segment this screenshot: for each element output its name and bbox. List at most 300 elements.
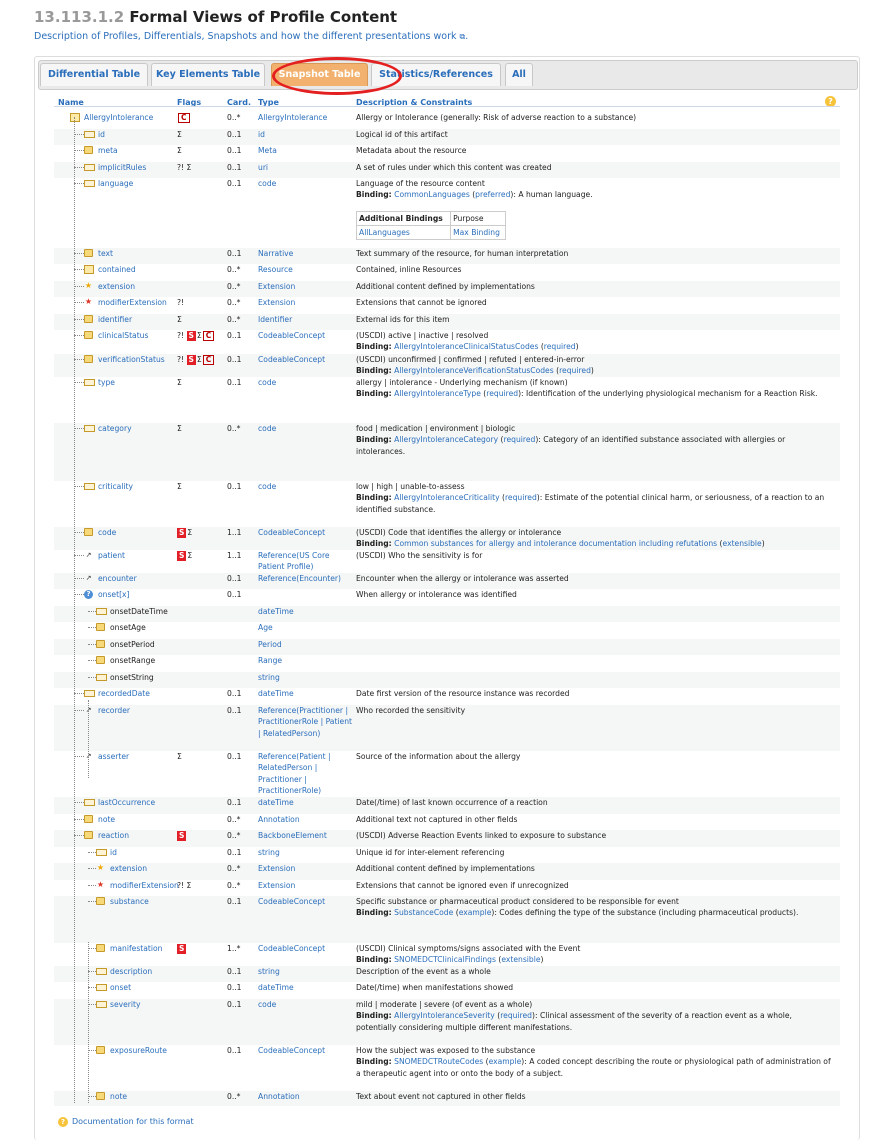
table-row bbox=[54, 705, 840, 751]
flags-text: Σ bbox=[177, 315, 182, 324]
type-link[interactable]: Reference(Encounter) bbox=[258, 574, 341, 583]
primitive-icon bbox=[96, 968, 107, 975]
type-link[interactable]: Reference(Practitioner | PractitionerRole | Patient | RelatedPerson) bbox=[258, 706, 353, 738]
tree-line bbox=[88, 942, 89, 1103]
reference-icon: ↗ bbox=[85, 706, 92, 714]
binding-line: Binding: AllergyIntoleranceCriticality (required): Estimate of the potential clinical harm, or seriousness, of a reaction to an identified substance. bbox=[356, 493, 825, 514]
tree-connector bbox=[74, 802, 84, 803]
constraint-badge: C bbox=[203, 331, 215, 341]
table-row bbox=[54, 281, 840, 297]
cardinality: 0..1 bbox=[227, 983, 242, 992]
tree-connector bbox=[74, 253, 84, 254]
binding-strength-link[interactable]: extensible bbox=[722, 539, 762, 549]
element-name[interactable]: clinicalStatus bbox=[98, 331, 149, 340]
tree-connector bbox=[74, 286, 84, 287]
tab-all[interactable]: All bbox=[505, 63, 533, 86]
type-link[interactable]: dateTime bbox=[258, 983, 294, 992]
element-name[interactable]: asserter bbox=[98, 752, 130, 761]
element-name[interactable]: meta bbox=[98, 146, 118, 155]
binding-line: Binding: Common substances for allergy and intolerance documentation including refutations (extensible) bbox=[356, 539, 765, 549]
cardinality: 0..* bbox=[227, 265, 241, 274]
datatype-icon bbox=[84, 146, 93, 154]
tab-key-elements-table[interactable]: Key Elements Table bbox=[151, 63, 265, 86]
datatype-icon bbox=[96, 656, 105, 664]
element-name[interactable]: criticality bbox=[98, 482, 134, 491]
documentation-link[interactable]: Documentation for this format bbox=[72, 1117, 194, 1126]
flags-cell bbox=[177, 314, 182, 325]
description-cell bbox=[356, 550, 834, 561]
valueset-link[interactable]: Common substances for allergy and intolerance documentation including refutations bbox=[394, 539, 718, 549]
flags-text: Σ bbox=[177, 482, 182, 491]
description-cell bbox=[356, 589, 834, 600]
type-link[interactable]: Extension bbox=[258, 282, 296, 291]
primitive-icon bbox=[96, 1001, 107, 1008]
datatype-icon bbox=[84, 528, 93, 536]
flags-cell bbox=[177, 481, 182, 492]
element-name[interactable]: severity bbox=[110, 1000, 141, 1009]
table-row bbox=[54, 982, 840, 999]
element-name[interactable]: contained bbox=[98, 265, 136, 274]
binding-text: ): Codes defining the type of the substance (including pharmaceutical products). bbox=[491, 908, 799, 918]
cardinality: 0..1 bbox=[227, 146, 242, 155]
valueset-link[interactable]: AllergyIntoleranceCriticality bbox=[394, 493, 500, 503]
binding-strength-link[interactable]: example bbox=[458, 908, 492, 918]
description-text: Additional content defined by implementations bbox=[356, 864, 535, 873]
description-cell bbox=[356, 129, 834, 140]
type-link[interactable]: BackboneElement bbox=[258, 831, 327, 840]
tree-line bbox=[88, 700, 89, 778]
binding-strength-link[interactable]: required bbox=[504, 493, 537, 503]
description-text: Language of the resource content bbox=[356, 179, 485, 188]
element-name[interactable]: modifierExtension bbox=[110, 881, 179, 890]
tree-connector bbox=[88, 660, 96, 661]
description-text: Date(/time) when manifestations showed bbox=[356, 983, 514, 992]
type-link[interactable]: Reference(Patient | RelatedPerson | Practitioner | PractitionerRole) bbox=[258, 752, 331, 795]
description-text: Metadata about the resource bbox=[356, 146, 467, 155]
section-number: 13.113.1.2 bbox=[34, 8, 125, 26]
description-text: Specific substance or pharmaceutical product considered to be responsible for event bbox=[356, 897, 679, 906]
valueset-link[interactable]: CommonLanguages bbox=[394, 190, 470, 200]
tree-connector bbox=[74, 756, 84, 757]
flags-cell bbox=[177, 943, 187, 954]
type-link[interactable]: Annotation bbox=[258, 815, 300, 824]
cardinality: 0..1 bbox=[227, 378, 242, 387]
element-name[interactable]: text bbox=[98, 249, 113, 258]
binding-text: ): Category of an identified substance associated with allergies or intolerances. bbox=[356, 435, 786, 456]
datatype-icon bbox=[84, 815, 93, 823]
primitive-icon bbox=[84, 690, 95, 697]
type-link[interactable]: AllergyIntolerance bbox=[258, 113, 328, 122]
description-cell bbox=[356, 847, 834, 858]
type-link[interactable]: Reference(US Core Patient Profile) bbox=[258, 551, 330, 572]
element-name[interactable]: onset bbox=[110, 983, 132, 992]
table-row bbox=[54, 377, 840, 423]
description-cell bbox=[356, 880, 834, 891]
description-text: A set of rules under which this content was created bbox=[356, 163, 552, 172]
tree-connector bbox=[74, 269, 84, 270]
element-name[interactable]: extension bbox=[110, 864, 148, 873]
flags-cell bbox=[177, 354, 214, 365]
description-text: allergy | intolerance - Underlying mechanism (if known) bbox=[356, 378, 568, 387]
datatype-icon bbox=[96, 640, 105, 648]
tree-connector bbox=[88, 1004, 96, 1005]
cardinality: 0..* bbox=[227, 831, 241, 840]
type-link[interactable]: Range bbox=[258, 656, 283, 665]
element-name[interactable]: encounter bbox=[98, 574, 137, 583]
tree-connector bbox=[88, 1096, 96, 1097]
binding-label: Binding: bbox=[356, 493, 392, 503]
cardinality: 0..* bbox=[227, 315, 241, 324]
element-name[interactable]: identifier bbox=[98, 315, 133, 324]
page-heading bbox=[34, 8, 397, 26]
cardinality: 0..1 bbox=[227, 355, 242, 364]
tree-connector bbox=[88, 677, 96, 678]
description-cell bbox=[356, 966, 834, 977]
table-row bbox=[54, 264, 840, 281]
tree-connector bbox=[74, 382, 84, 383]
type-link[interactable]: uri bbox=[258, 163, 269, 172]
table-row bbox=[54, 622, 840, 639]
flags-cell bbox=[177, 880, 191, 891]
must-support-badge: S bbox=[179, 831, 185, 840]
cardinality: 0..1 bbox=[227, 482, 242, 491]
element-name[interactable]: recordedDate bbox=[98, 689, 150, 698]
max-binding-link[interactable]: Max Binding bbox=[451, 226, 506, 240]
type-link[interactable]: code bbox=[258, 179, 277, 188]
flags-cell bbox=[177, 423, 182, 434]
type-link[interactable]: Identifier bbox=[258, 315, 293, 324]
tree-connector bbox=[74, 486, 84, 487]
tree-connector bbox=[88, 644, 96, 645]
constraint-badge: C bbox=[203, 355, 215, 365]
tree-connector bbox=[88, 1050, 96, 1051]
binding-label: Binding: bbox=[356, 190, 392, 200]
table-row bbox=[54, 354, 840, 377]
type-link[interactable]: dateTime bbox=[258, 798, 294, 807]
binding-strength-link[interactable]: required bbox=[559, 366, 591, 376]
element-name[interactable]: reaction bbox=[98, 831, 130, 840]
type-link[interactable]: CodeableConcept bbox=[258, 897, 326, 906]
type-link[interactable]: string bbox=[258, 848, 280, 857]
type-link[interactable]: id bbox=[258, 130, 265, 139]
type-link[interactable]: Meta bbox=[258, 146, 277, 155]
description-cell bbox=[356, 896, 834, 919]
table-row bbox=[54, 797, 840, 814]
tree-connector bbox=[74, 693, 84, 694]
choice-icon: ? bbox=[84, 590, 93, 599]
type-link[interactable]: dateTime bbox=[258, 689, 294, 698]
cardinality: 0..1 bbox=[227, 752, 242, 761]
cardinality: 0..1 bbox=[227, 848, 242, 857]
binding-text: ): A human language. bbox=[510, 190, 593, 200]
element-name[interactable]: description bbox=[110, 967, 153, 976]
table-row bbox=[54, 314, 840, 330]
description-cell bbox=[356, 1091, 834, 1102]
description-text: External ids for this item bbox=[356, 315, 450, 324]
description-text: Description of the event as a whole bbox=[356, 967, 491, 976]
binding-label: Binding: bbox=[356, 366, 392, 376]
description-cell bbox=[356, 1045, 834, 1079]
flags-text: ?! Σ bbox=[177, 163, 192, 172]
binding-label: Binding: bbox=[356, 435, 392, 445]
tree-connector bbox=[74, 335, 84, 336]
tree-connector bbox=[74, 532, 84, 533]
table-row bbox=[54, 999, 840, 1045]
valueset-link[interactable]: AllergyIntoleranceCategory bbox=[394, 435, 499, 445]
element-name[interactable]: type bbox=[98, 378, 115, 387]
description-text: Text about event not captured in other fields bbox=[356, 1092, 526, 1101]
type-link[interactable]: Annotation bbox=[258, 1092, 300, 1101]
description-cell bbox=[356, 297, 834, 308]
type-link[interactable]: code bbox=[258, 424, 277, 433]
valueset-link[interactable]: AllergyIntoleranceSeverity bbox=[394, 1011, 495, 1021]
type-link[interactable]: Age bbox=[258, 623, 273, 632]
type-link[interactable]: Extension bbox=[258, 864, 296, 873]
summary-flag: Σ bbox=[187, 551, 193, 560]
element-name[interactable]: manifestation bbox=[110, 944, 163, 953]
binding-label: Binding: bbox=[356, 389, 392, 399]
purpose-header: Purpose bbox=[451, 212, 506, 226]
valueset-link[interactable]: AllergyIntoleranceClinicalStatusCodes bbox=[394, 342, 539, 352]
description-text: Source of the information about the allergy bbox=[356, 752, 521, 761]
description-cell bbox=[356, 178, 834, 201]
element-name[interactable]: exposureRoute bbox=[110, 1046, 167, 1055]
element-name[interactable]: language bbox=[98, 179, 134, 188]
binding-strength-link[interactable]: required bbox=[543, 342, 576, 352]
type-link[interactable]: code bbox=[258, 1000, 277, 1009]
binding-text: ) bbox=[761, 539, 765, 549]
binding-strength-link[interactable]: extensible bbox=[501, 955, 541, 965]
element-name[interactable]: modifierExtension bbox=[98, 298, 167, 307]
element-name[interactable]: id bbox=[110, 848, 117, 857]
must-support-badge: S bbox=[188, 331, 194, 340]
description-text: Who recorded the sensitivity bbox=[356, 706, 466, 715]
all-languages-link[interactable]: AllLanguages bbox=[357, 226, 451, 240]
binding-strength-link[interactable]: required bbox=[500, 1011, 533, 1021]
type-link[interactable]: string bbox=[258, 967, 280, 976]
type-link[interactable]: string bbox=[258, 673, 280, 682]
flags-text: Σ bbox=[177, 130, 182, 139]
description-text: Extensions that cannot be ignored even if unrecognized bbox=[356, 881, 569, 890]
summary-flag: Σ bbox=[187, 528, 193, 537]
tree-connector bbox=[88, 885, 96, 886]
element-name[interactable]: AllergyIntolerance bbox=[84, 113, 154, 122]
binding-text: ) bbox=[575, 342, 579, 352]
reference-icon: ↗ bbox=[85, 752, 92, 760]
flags-cell bbox=[177, 330, 214, 341]
tree-connector bbox=[88, 901, 96, 902]
tree-connector bbox=[88, 987, 96, 988]
element-name[interactable]: code bbox=[98, 528, 117, 537]
page-title: Formal Views of Profile Content bbox=[129, 8, 398, 26]
type-link[interactable]: Period bbox=[258, 640, 282, 649]
description-text: Text summary of the resource, for human interpretation bbox=[356, 249, 569, 258]
binding-strength-link[interactable]: required bbox=[486, 389, 519, 399]
table-row bbox=[54, 112, 840, 129]
element-name: onsetAge bbox=[110, 623, 146, 632]
description-cell bbox=[356, 705, 834, 716]
binding-strength-link[interactable]: required bbox=[503, 435, 536, 445]
table-row bbox=[54, 896, 840, 943]
description-cell bbox=[356, 573, 834, 584]
valueset-link[interactable]: SNOMEDCTClinicalFindings bbox=[394, 955, 496, 965]
binding-label: Binding: bbox=[356, 342, 392, 352]
datatype-icon bbox=[96, 623, 105, 631]
cardinality: 0..1 bbox=[227, 689, 242, 698]
table-row bbox=[54, 297, 840, 314]
binding-line: Binding: AllergyIntoleranceClinicalStatusCodes (required) bbox=[356, 342, 579, 352]
flags-cell bbox=[177, 830, 187, 841]
table-row bbox=[54, 527, 840, 550]
tab-snapshot-table[interactable]: Snapshot Table bbox=[271, 63, 368, 86]
summary-flag: Σ bbox=[196, 331, 202, 340]
flags-text: Σ bbox=[177, 752, 182, 761]
element-name[interactable]: patient bbox=[98, 551, 126, 560]
description-text: Contained, inline Resources bbox=[356, 265, 462, 274]
primitive-icon bbox=[84, 180, 95, 187]
description-cell bbox=[356, 943, 834, 966]
description-text: Additional text not captured in other fields bbox=[356, 815, 518, 824]
binding-text: ) bbox=[540, 955, 544, 965]
type-link[interactable]: Extension bbox=[258, 881, 296, 890]
header-divider bbox=[54, 106, 840, 107]
description-cell bbox=[356, 314, 834, 325]
help-icon[interactable]: ? bbox=[825, 96, 836, 107]
binding-label: Binding: bbox=[356, 1057, 392, 1067]
cardinality: 0..1 bbox=[227, 798, 242, 807]
description-text: (USCDI) Adverse Reaction Events linked to exposure to substance bbox=[356, 831, 607, 840]
valueset-link[interactable]: AllergyIntoleranceType bbox=[394, 389, 481, 399]
type-link[interactable]: Extension bbox=[258, 298, 296, 307]
description-text: (USCDI) unconfirmed | confirmed | refuted | entered-in-error bbox=[356, 355, 585, 364]
valueset-link[interactable]: AllergyIntoleranceVerificationStatusCodes bbox=[394, 366, 554, 376]
external-link-icon: ⧉ bbox=[459, 32, 466, 41]
element-name[interactable]: id bbox=[98, 130, 105, 139]
valueset-link[interactable]: SubstanceCode bbox=[394, 908, 454, 918]
element-name[interactable]: extension bbox=[98, 282, 136, 291]
description-text: (USCDI) Who the sensitivity is for bbox=[356, 551, 483, 560]
element-name[interactable]: category bbox=[98, 424, 132, 433]
binding-line: Binding: CommonLanguages (preferred): A human language. bbox=[356, 190, 593, 200]
cardinality: 1..* bbox=[227, 944, 241, 953]
primitive-icon bbox=[84, 164, 95, 171]
binding-text: ): Identification of the underlying physiological mechanism for a Reaction Risk. bbox=[518, 389, 818, 399]
cardinality: 0..1 bbox=[227, 706, 242, 715]
flags-cell bbox=[177, 145, 182, 156]
description-cell bbox=[356, 830, 834, 841]
flags-cell bbox=[177, 550, 192, 561]
table-row bbox=[54, 606, 840, 622]
binding-strength-link[interactable]: example bbox=[488, 1057, 522, 1067]
table-row bbox=[54, 639, 840, 655]
description-text: Unique id for inter-element referencing bbox=[356, 848, 505, 857]
extension-icon: ★ bbox=[96, 863, 105, 872]
tree-connector bbox=[74, 819, 84, 820]
cardinality: 0..* bbox=[227, 1092, 241, 1101]
description-text: (USCDI) Code that identifies the allergy or intolerance bbox=[356, 528, 562, 537]
description-text: Allergy or Intolerance (generally: Risk of adverse reaction to a substance) bbox=[356, 113, 637, 122]
reference-icon: ↗ bbox=[85, 551, 92, 559]
table-row bbox=[54, 751, 840, 797]
must-support-badge: S bbox=[179, 551, 185, 560]
flags-cell bbox=[177, 162, 191, 173]
binding-label: Binding: bbox=[356, 1011, 392, 1021]
tree-connector bbox=[74, 594, 84, 595]
description-text: (USCDI) Clinical symptoms/signs associated with the Event bbox=[356, 944, 581, 953]
description-text: When allergy or intolerance was identified bbox=[356, 590, 517, 599]
flags-cell bbox=[177, 112, 190, 123]
binding-strength-link[interactable]: preferred bbox=[475, 190, 511, 200]
tree-connector bbox=[74, 319, 84, 320]
column-header-card: Card. bbox=[227, 98, 251, 107]
type-link[interactable]: Resource bbox=[258, 265, 293, 274]
type-link[interactable]: CodeableConcept bbox=[258, 331, 326, 340]
table-row bbox=[54, 145, 840, 162]
description-text: Extensions that cannot be ignored bbox=[356, 298, 487, 307]
must-support-badge: S bbox=[188, 355, 194, 364]
element-name[interactable]: implicitRules bbox=[98, 163, 147, 172]
table-row bbox=[54, 847, 840, 863]
table-row bbox=[54, 966, 840, 982]
flags-cell bbox=[177, 751, 182, 762]
column-header-name: Name bbox=[58, 98, 84, 107]
datatype-icon bbox=[96, 897, 105, 905]
binding-text: ): A coded concept describing the route or physiological path of administration of a therapeutic agent into or onto the body of a subject. bbox=[356, 1057, 831, 1078]
type-link[interactable]: CodeableConcept bbox=[258, 944, 326, 953]
reference-icon: ↗ bbox=[85, 574, 92, 582]
tab-statistics-references[interactable]: Statistics/References bbox=[371, 63, 501, 86]
type-link[interactable]: CodeableConcept bbox=[258, 355, 326, 364]
description-link[interactable]: Description of Profiles, Differentials, Snapshots and how the different presentations work ⧉. bbox=[34, 31, 469, 42]
flags-cell bbox=[177, 297, 184, 308]
element-name[interactable]: note bbox=[98, 815, 116, 824]
tree-connector bbox=[74, 555, 84, 556]
element-name[interactable]: verificationStatus bbox=[98, 355, 165, 364]
element-name[interactable]: substance bbox=[110, 897, 149, 906]
table-row bbox=[54, 573, 840, 589]
description-cell bbox=[356, 999, 834, 1033]
type-link[interactable]: code bbox=[258, 482, 277, 491]
element-name[interactable]: note bbox=[110, 1092, 128, 1101]
type-link[interactable]: CodeableConcept bbox=[258, 1046, 326, 1055]
description-text: Additional content defined by implementations bbox=[356, 282, 535, 291]
type-link[interactable]: Narrative bbox=[258, 249, 294, 258]
element-name[interactable]: recorder bbox=[98, 706, 131, 715]
valueset-link[interactable]: SNOMEDCTRouteCodes bbox=[394, 1057, 484, 1067]
element-name[interactable]: lastOccurrence bbox=[98, 798, 156, 807]
primitive-icon bbox=[84, 131, 95, 138]
type-link[interactable]: code bbox=[258, 378, 277, 387]
table-row bbox=[54, 880, 840, 896]
description-text: Logical id of this artifact bbox=[356, 130, 448, 139]
table-row bbox=[54, 129, 840, 145]
description-cell bbox=[356, 751, 834, 762]
type-link[interactable]: dateTime bbox=[258, 607, 294, 616]
table-row bbox=[54, 1091, 840, 1106]
tab-differential-table[interactable]: Differential Table bbox=[40, 63, 148, 86]
tree-connector bbox=[74, 578, 84, 579]
flags-cell bbox=[177, 527, 192, 538]
footer bbox=[58, 1117, 194, 1127]
tree-connector bbox=[74, 835, 84, 836]
description-cell bbox=[356, 281, 834, 292]
type-link[interactable]: CodeableConcept bbox=[258, 528, 326, 537]
tree-connector bbox=[88, 948, 96, 949]
additional-bindings-table bbox=[356, 211, 506, 240]
column-header-type: Type bbox=[258, 98, 279, 107]
element-name[interactable]: onset[x] bbox=[98, 590, 130, 599]
primitive-icon bbox=[96, 849, 107, 856]
